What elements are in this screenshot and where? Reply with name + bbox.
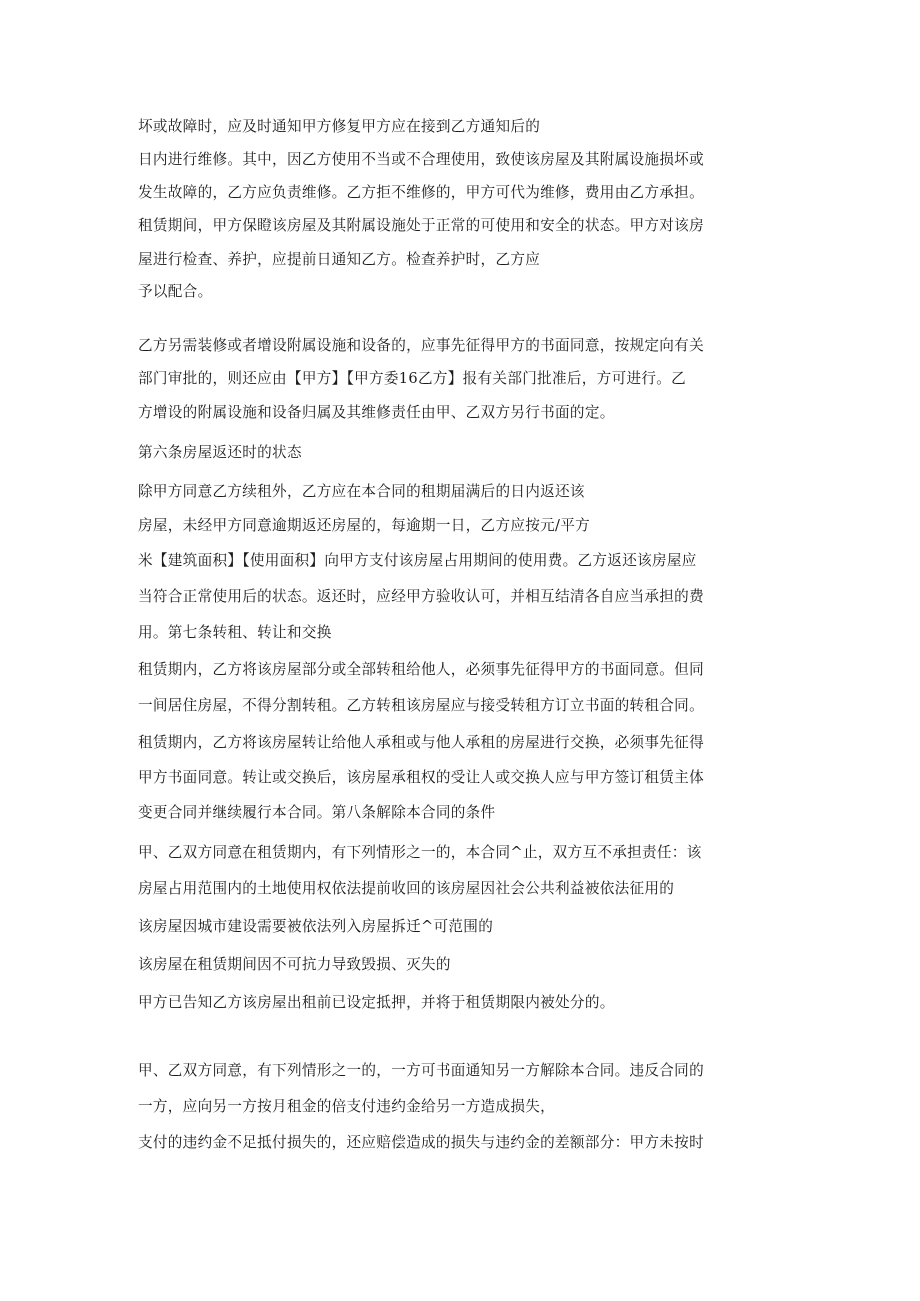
text-line: 甲、乙双方同意在租赁期内，有下列情形之一的，本合同^止，双方互不承担责任：该 [138,844,702,861]
text-line: 日内进行维修。其中，因乙方使用不当或不合理使用，致使该房屋及其附属设施损坏或 [138,151,704,168]
text-line: 除甲方同意乙方续租外，乙方应在本合同的租期届满后的日内返还该 [138,483,585,500]
text-line: 一方，应向另一方按月租金的倍支付违约金给另一方造成损失， [138,1098,556,1115]
text-line: 米【建筑面积】【使用面积】向甲方支付该房屋占用期间的使用费。乙方返还该房屋应 [138,552,697,569]
text-line: 支付的违约金不足抵付损失的，还应赔偿造成的损失与违约金的差额部分：甲方未按时 [138,1134,704,1151]
text-line: 屋进行检查、养护，应提前日通知乙方。检查养护时，乙方应 [138,251,541,268]
text-line: 租赁期内，乙方将该房屋转让给他人承租或与他人承租的房屋进行交换，必须事先征得 [138,734,704,751]
text-line: 房屋，未经甲方同意逾期返还房屋的，每逾期一日，乙方应按元/平方 [138,517,591,534]
text-line: 甲方已告知乙方该房屋出租前已设定抵押，并将于租赁期限内被处分的。 [138,994,615,1011]
text-line: 当符合正常使用后的状态。返还时，应经甲方验收认可，并相互结清各自应当承担的费 [138,588,704,605]
text-line: 部门审批的，则还应由【甲方】【甲方委16乙方】报有关部门批准后，方可进行。乙 [138,370,687,387]
text-line: 甲方书面同意。转让或交换后，该房屋承租权的受让人或交换人应与甲方签订租赁主体 [138,769,704,786]
text-line: 房屋占用范围内的土地使用权依法提前收回的该房屋因社会公共利益被依法征用的 [138,880,675,897]
text-line: 甲、乙双方同意，有下列情形之一的，一方可书面通知另一方解除本合同。违反合同的 [138,1062,704,1079]
text-line: 一间居住房屋，不得分割转租。乙方转租该房屋应与接受转租方订立书面的转租合同。 [138,697,704,714]
text-line: 该房屋因城市建设需要被依法列入房屋拆迁^可范围的 [138,918,494,935]
text-line: 用。第七条转租、转让和交换 [138,624,332,641]
text-line: 租赁期内，乙方将该房屋部分或全部转租给他人，必须事先征得甲方的书面同意。但同 [138,661,704,678]
text-line: 发生故障的，乙方应负责维修。乙方拒不维修的，甲方可代为维修，费用由乙方承担。 [138,184,704,201]
text-line: 方增设的附属设施和设备归属及其维修责任由甲、乙双方另行书面的定。 [138,404,615,421]
text-line: 乙方另需装修或者增设附属设施和设备的，应事先征得甲方的书面同意，按规定向有关 [138,337,704,354]
text-line: 该房屋在租赁期间因不可抗力导致毁损、灭失的 [138,956,451,973]
text-line: 坏或故障时，应及时通知甲方修复甲方应在接到乙方通知后的 [138,118,541,135]
section-heading: 第六条房屋返还时的状态 [138,444,302,461]
text-line: 予以配合。 [138,283,213,300]
text-line: 租赁期间，甲方保瞪该房屋及其附属设施处于正常的可使用和安全的状态。甲方对该房 [138,217,704,234]
text-line: 变更合同并继续履行本合同。第八条解除本合同的条件 [138,804,496,821]
